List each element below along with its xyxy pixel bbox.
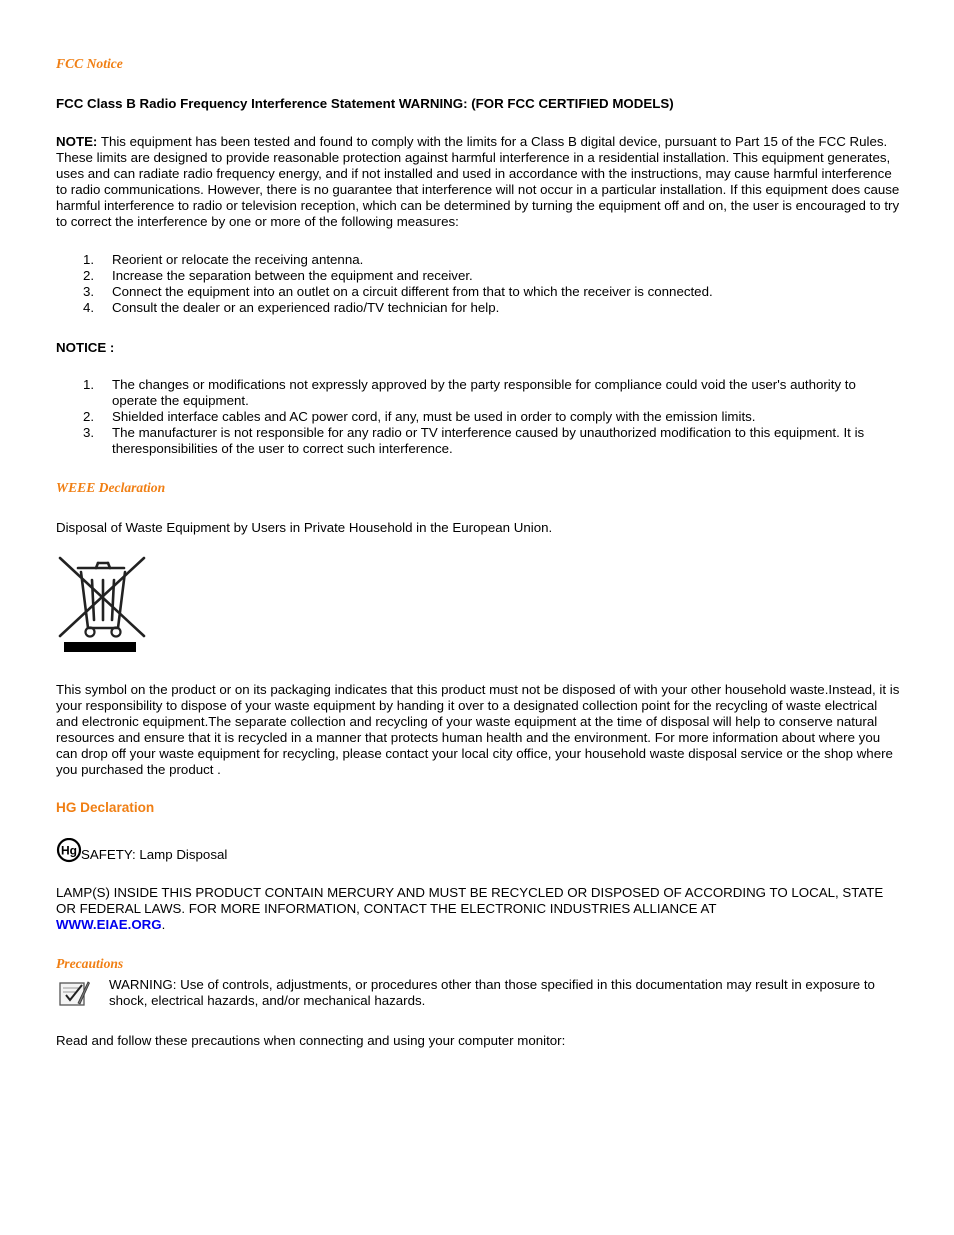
notice-label: NOTICE : <box>56 340 115 355</box>
note-pencil-icon <box>58 979 90 1009</box>
weee-heading: WEEE Declaration <box>56 480 166 495</box>
weee-intro: Disposal of Waste Equipment by Users in Private Household in the European Union. <box>56 520 553 535</box>
safety-lamp-disposal-label: SAFETY: Lamp Disposal <box>81 847 228 862</box>
list-item: 3. The manufacturer is not responsible for any radio or TV interference caused by unauthorized modification to this equipment. It is theresponsibilities of the user to correct such interference. <box>83 425 865 456</box>
fcc-note-paragraph <box>56 134 902 230</box>
list-item: 2. Increase the separation between the equipment and receiver. <box>83 268 473 283</box>
fcc-statement-title: FCC Class B Radio Frequency Interference Statement WARNING: (FOR FCC CERTIFIED MODELS) <box>56 96 674 111</box>
list-item: 1. Reorient or relocate the receiving antenna. <box>83 252 364 267</box>
note-label: NOTE: <box>56 134 98 149</box>
mercury-hg-icon <box>56 838 84 864</box>
eiae-link[interactable]: WWW.EIAE.ORG <box>56 917 162 932</box>
crossed-out-wheelie-bin-icon <box>56 556 148 656</box>
hg-body-paragraph: LAMP(S) INSIDE THIS PRODUCT CONTAIN MERCURY AND MUST BE RECYCLED OR DISPOSED OF ACCORDING TO LOCAL, STATE OR FEDERAL LAWS. FOR MORE INFORMATION, CONTACT THE ELECTRONIC INDUSTRIES ALLIANCE AT WWW.EIAE.ORG. <box>56 885 884 932</box>
weee-body: This symbol on the product or on its packaging indicates that this product must not be disposed of with your other household waste.Instead, it is your responsibility to dispose of your waste equipment by handing it over to a designated collection point for the recycling of waste electrical and electronic equipment.The separate collection and recycling of your waste equipment at the time of disposal will help to conserve natural resources and ensure that it is recycled in a manner that protects human health and the environment. For more information about where you can drop off your waste equipment for recycling, please contact your local city office, your household waste disposal service or the shop where you purchased the product . <box>56 682 900 777</box>
list-item: 3. Connect the equipment into an outlet on a circuit different from that to which the receiver is connected. <box>83 284 713 299</box>
list-item: 1. The changes or modifications not expressly approved by the party responsible for compliance could void the user's authority to operate the equipment. <box>83 377 856 408</box>
hg-heading: HG Declaration <box>56 800 155 815</box>
hg-safety-row <box>56 838 456 866</box>
list-item: 4. Consult the dealer or an experienced radio/TV technician for help. <box>83 300 500 315</box>
precautions-follow: Read and follow these precautions when connecting and using your computer monitor: <box>56 1033 566 1048</box>
precautions-heading: Precautions <box>56 956 124 971</box>
list-item: 2. Shielded interface cables and AC power cord, if any, must be used in order to comply with the emission limits. <box>83 409 756 424</box>
precautions-warning: WARNING: Use of controls, adjustments, or procedures other than those specified in this documentation may result in exposure to shock, electrical hazards, and/or mechanical hazards. <box>109 977 875 1008</box>
svg-text:Hg: Hg <box>61 843 77 858</box>
fcc-notice-heading: FCC Notice <box>56 56 123 71</box>
note-text: This equipment has been tested and found to comply with the limits for a Class B digital device, pursuant to Part 15 of the FCC Rules. These limits are designed to provide reasonable protection against harmful interference in a residential installation. This equipment generates, uses and can radiate radio frequency energy, and if not installed and used in accordance with the instructions, may cause harmful interference to radio communications. However, there is no guarantee that interference will not occur in a particular installation. If this equipment does cause harmful interference to radio or television reception, which can be determined by turning the equipment off and on, the user is encouraged to try to correct the interference by one or more of the following measures: <box>56 134 900 229</box>
interference-measures-list <box>56 252 902 316</box>
notice-list <box>56 377 902 457</box>
hg-body-text: LAMP(S) INSIDE THIS PRODUCT CONTAIN MERCURY AND MUST BE RECYCLED OR DISPOSED OF ACCORDING TO LOCAL, STATE OR FEDERAL LAWS. FOR MORE INFORMATION, CONTACT THE ELECTRONIC INDUSTRIES ALLIANCE AT <box>56 885 884 916</box>
